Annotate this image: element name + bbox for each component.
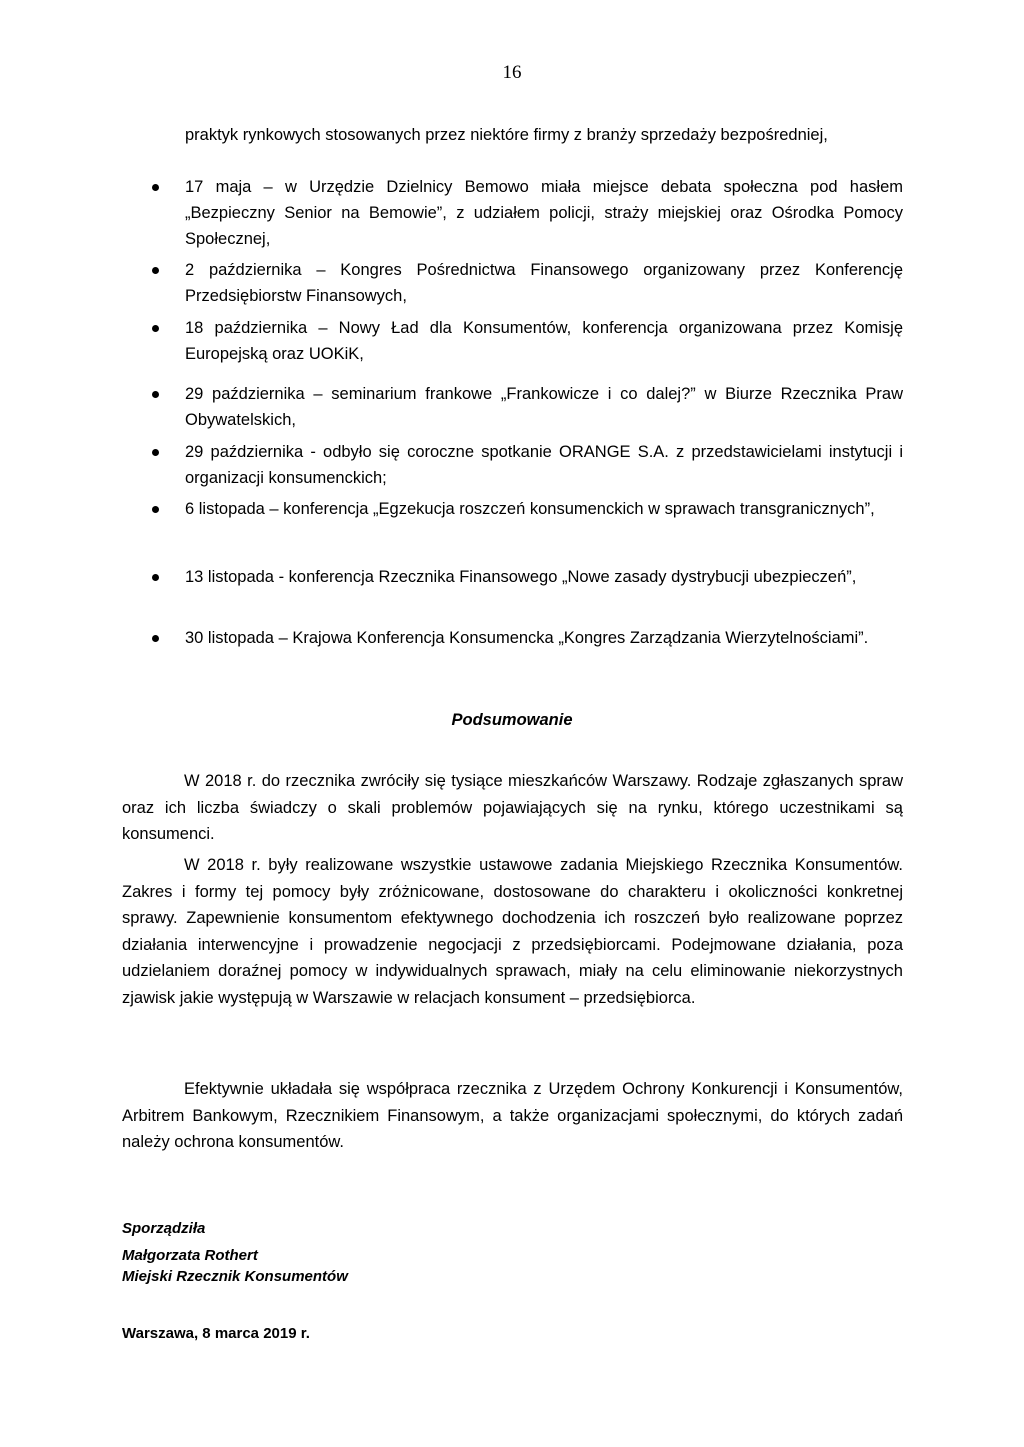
- list-item-text: 13 listopada - konferencja Rzecznika Finansowego „Nowe zasady dystrybucji ubezpieczeń”,: [185, 568, 857, 586]
- list-item-text: 30 listopada – Krajowa Konferencja Konsumencka „Kongres Zarządzania Wierzytelnościami”.: [185, 629, 869, 647]
- bullet-icon: [152, 325, 159, 332]
- list-item-text: 18 października – Nowy Ład dla Konsumentów, konferencja organizowana przez Komisję Europejską oraz UOKiK,: [185, 319, 903, 363]
- bullet-icon: [152, 574, 159, 581]
- section-heading: Podsumowanie: [451, 711, 573, 729]
- list-item: [185, 174, 903, 252]
- list-item: [185, 257, 903, 309]
- signature-name: Małgorzata Rothert: [122, 1247, 258, 1264]
- list-item: [185, 564, 903, 590]
- list-item: [185, 315, 903, 367]
- bullet-icon: [152, 449, 159, 456]
- paragraph: Efektywnie układała się współpraca rzecznika z Urzędem Ochrony Konkurencji i Konsumentów, Arbitrem Bankowym, Rzecznikiem Finansowym, a także organizacjami społecznymi, do których zadań należy ochrona konsumentów.: [122, 1080, 903, 1151]
- bullet-icon: [152, 267, 159, 274]
- list-item: [185, 496, 903, 522]
- list-item-text: 6 listopada – konferencja „Egzekucja roszczeń konsumenckich w sprawach transgranicznych”,: [185, 500, 875, 518]
- paragraph: W 2018 r. do rzecznika zwróciły się tysiące mieszkańców Warszawy. Rodzaje zgłaszanych spraw oraz ich liczba świadczy o skali problemów pojawiających się na rynku, którego uczestnikami są konsumenci.: [122, 772, 903, 843]
- signature-title: Miejski Rzecznik Konsumentów: [122, 1268, 348, 1285]
- list-item: [185, 439, 903, 491]
- page-number: 16: [502, 62, 522, 83]
- bullet-icon: [152, 506, 159, 513]
- bullet-icon: [152, 184, 159, 191]
- list-continuation: praktyk rynkowych stosowanych przez niektóre firmy z branży sprzedaży bezpośredniej,: [185, 126, 828, 144]
- list-item-text: 29 października - odbyło się coroczne spotkanie ORANGE S.A. z przedstawicielami instytucji i organizacji konsumenckich;: [185, 443, 903, 487]
- list-item-text: 17 maja – w Urzędzie Dzielnicy Bemowo miała miejsce debata społeczna pod hasłem „Bezpieczny Senior na Bemowie”, z udziałem policji, straży miejskiej oraz Ośrodka Pomocy Społecznej,: [185, 178, 903, 248]
- list-item-text: 29 października – seminarium frankowe „Frankowicze i co dalej?” w Biurze Rzecznika Praw Obywatelskich,: [185, 385, 903, 429]
- list-item: [185, 381, 903, 433]
- signature-label: Sporządziła: [122, 1220, 206, 1237]
- bullet-icon: [152, 635, 159, 642]
- paragraph: W 2018 r. były realizowane wszystkie ustawowe zadania Miejskiego Rzecznika Konsumentów. Zakres i formy tej pomocy były zróżnicowane, dostosowane do charakteru i okoliczności konkretnej sprawy. Zapewnienie konsumentom efektywnego dochodzenia ich roszczeń było realizowane poprzez działania interwencyjne i prowadzenie negocjacji z przedsiębiorcami. Podejmowane działania, poza udzielaniem doraźnej pomocy w indywidualnych sprawach, miały na celu eliminowanie niekorzystnych zjawisk jakie występują w Warszawie w relacjach konsument – przedsiębiorca.: [122, 856, 903, 1007]
- list-item: [185, 625, 903, 651]
- list-item-text: 2 października – Kongres Pośrednictwa Finansowego organizowany przez Konferencję Przedsiębiorstw Finansowych,: [185, 261, 903, 305]
- bullet-icon: [152, 391, 159, 398]
- document-date: Warszawa, 8 marca 2019 r.: [122, 1325, 310, 1342]
